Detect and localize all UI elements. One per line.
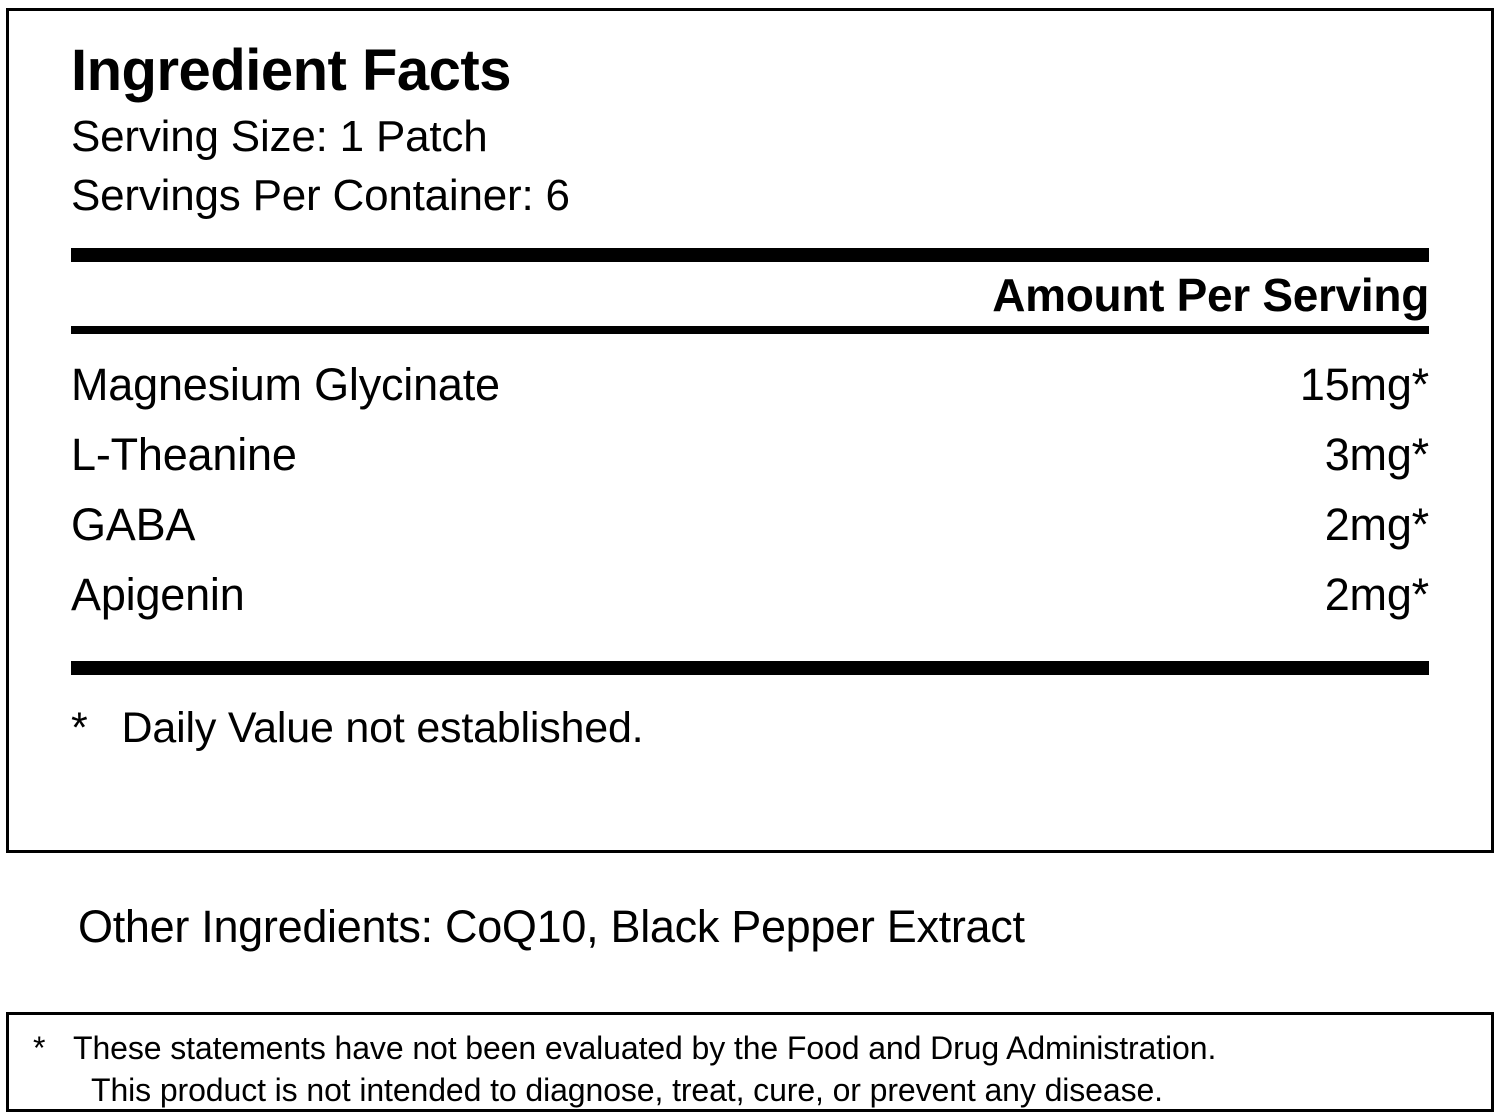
divider-thick-bottom [71, 661, 1429, 675]
ingredient-name: L-Theanine [71, 429, 297, 481]
fda-disclaimer-box [6, 1012, 1494, 1112]
divider-medium [71, 326, 1429, 334]
ingredient-amount: 2mg* [1324, 498, 1429, 550]
servings-per-container-text: Servings Per Container: 6 [71, 170, 570, 220]
page-title: Ingredient Facts [71, 38, 511, 103]
amount-per-serving-label: Amount Per Serving [992, 268, 1429, 321]
disclaimer-asterisk: * [33, 1030, 46, 1066]
divider-thick-top [71, 248, 1429, 262]
ingredient-name: GABA [71, 498, 196, 550]
other-ingredients-text: Other Ingredients: CoQ10, Black Pepper Extract [78, 901, 1025, 952]
ingredients-list [71, 334, 1429, 639]
list-item [71, 490, 1429, 560]
footnote-text: Daily Value not established. [121, 704, 644, 753]
disclaimer-text-one: These statements have not been evaluated by the Food and Drug Administration. [73, 1030, 1217, 1066]
ingredient-amount: 15mg* [1299, 359, 1429, 411]
disclaimer-line-two [33, 1069, 1471, 1111]
ingredient-name: Magnesium Glycinate [71, 359, 500, 411]
ingredient-amount: 2mg* [1324, 568, 1429, 620]
disclaimer-text-two: This product is not intended to diagnose, treat, cure, or prevent any disease. [91, 1072, 1163, 1109]
daily-value-footnote [71, 675, 1429, 757]
list-item [71, 560, 1429, 630]
footnote-asterisk: * [71, 704, 88, 753]
ingredient-name: Apigenin [71, 568, 245, 620]
list-item [71, 420, 1429, 490]
ingredient-amount: 3mg* [1324, 429, 1429, 481]
serving-size-text: Serving Size: 1 Patch [71, 111, 488, 161]
list-item [71, 350, 1429, 420]
ingredient-facts-panel [6, 8, 1494, 853]
disclaimer-line-one [33, 1027, 1471, 1069]
amount-per-serving-row [71, 262, 1429, 327]
